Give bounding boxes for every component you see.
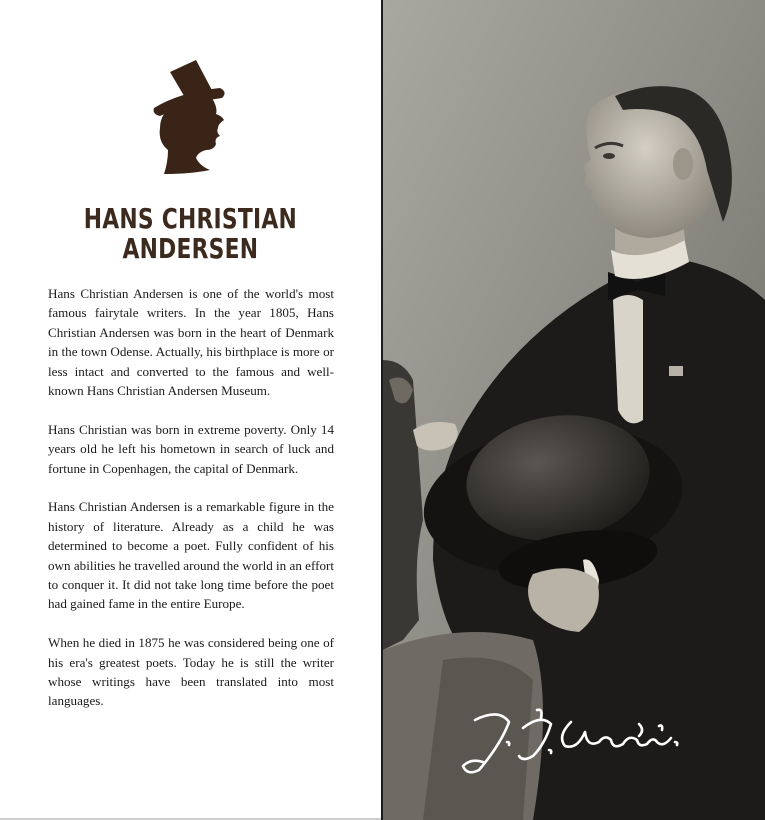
title-line-1: HANS CHRISTIAN (83, 202, 298, 235)
paragraph-legacy: When he died in 1875 he was considered being one of his era's greatest poets. Today he is still the writer whose writings have been translated into most languages. (48, 635, 334, 709)
title-line-2: ANDERSEN (122, 232, 259, 265)
biography-text (48, 284, 334, 730)
signature (453, 700, 693, 780)
paragraph-birth: Hans Christian Andersen is one of the world's most famous fairytale writers. In the year 1805, Hans Christian Andersen was born in the heart of Denmark in the town Odense. Actually, his birthplace is more or less intact and converted to the famous and well-known Hans Christian Andersen Museum. (48, 286, 334, 399)
paragraph-literature: Hans Christian Andersen is a remarkable figure in the history of literature. Already as a child he was determined to become a poet. Fully confident of his own abilities he travelled around the world in an effort to conquer it. It did not take long time before the poet had gained fame in the entire Europe. (48, 499, 334, 612)
page-title (42, 204, 339, 264)
text-panel (0, 0, 381, 820)
paragraph-poverty: Hans Christian was born in extreme poverty. Only 14 years old he left his hometown in search of luck and fortune in Copenhagen, the capital of Denmark. (48, 421, 334, 476)
portrait-panel (383, 0, 765, 820)
sepia-portrait-photo (383, 0, 765, 820)
top-hat-silhouette-icon (150, 58, 232, 176)
